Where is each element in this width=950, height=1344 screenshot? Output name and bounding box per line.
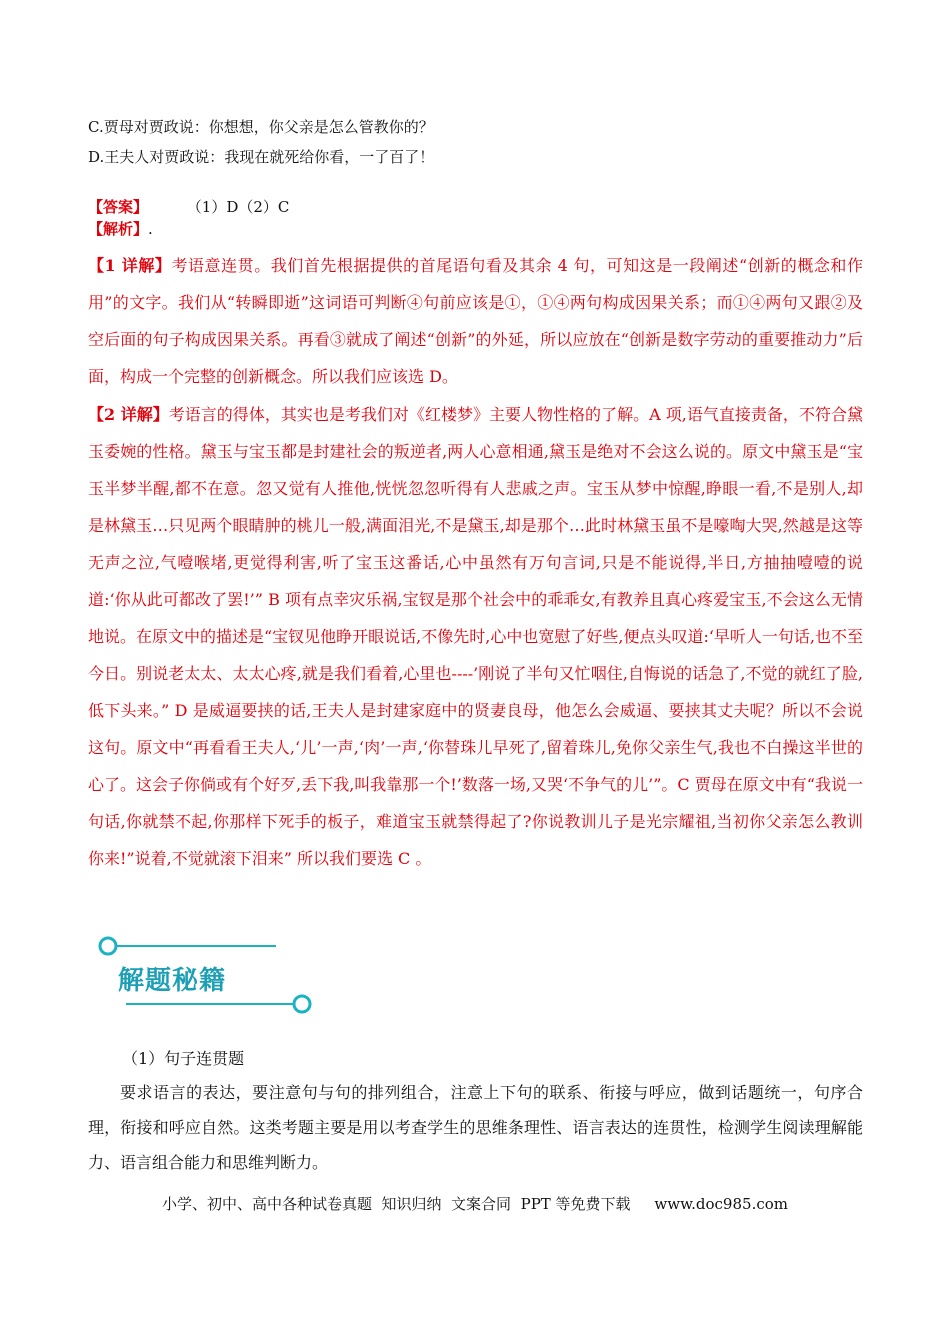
detail-1-text: 考语意连贯。我们首先根据提供的首尾语句看及其余 4 句，可知这是一段阐述“创新的概念和作用”的文字。我们从“转瞬即逝”这词语可判断④句前应该是①，①④两句构成因果关系；而①④两句又跟②及空后面的句子构成因果关系。再看③就成了阐述“创新”的外延，所以应放在“创新是数字劳动的重要推动力”后面，构成一个完整的创新概念。所以我们应该选 D。 xyxy=(88,256,863,386)
detail-2-label: 【2 详解】 xyxy=(88,405,169,424)
analysis-label: 【解析】 xyxy=(88,220,149,238)
answer-row xyxy=(88,196,289,217)
detail-1-label: 【1 详解】 xyxy=(88,256,172,275)
footer: 小学、初中、高中各种试卷真题 知识归纳 文案合同 PPT 等免费下载 www.doc985.com xyxy=(161,1195,788,1213)
option-d: D.王夫人对贾政说：我现在就死给你看，一了百了！ xyxy=(88,148,435,166)
analysis-suffix: . xyxy=(148,220,153,238)
detail-1 xyxy=(88,247,863,395)
tips-banner xyxy=(96,932,326,1024)
banner-circle-left xyxy=(100,938,116,954)
answer-label: 【答案】 xyxy=(88,198,149,216)
detail-2 xyxy=(88,396,863,877)
answer-value: （1）D（2）C xyxy=(186,198,290,216)
option-c: C.贾母对贾政说：你想想，你父亲是怎么管教你的？ xyxy=(88,118,434,136)
tips-heading: （1）句子连贯题 xyxy=(122,1049,245,1068)
detail-2-text: 考语言的得体，其实也是考我们对《红楼梦》主要人物性格的了解。A 项,语气直接责备，不符合黛玉委婉的性格。黛玉与宝玉都是封建社会的叛逆者,两人心意相通,黛玉是绝对不会这么说的。原文中黛玉是“宝玉半梦半醒,都不在意。忽又觉有人推他,恍恍忽忽听得有人悲戚之声。宝玉从梦中惊醒,睁眼一看,不是别人,却是林黛玉…只见两个眼睛肿的桃儿一般,满面泪光,不是黛玉,却是那个…此时林黛玉虽不是嚎啕大哭,然越是这等无声之泣,气噎喉堵,更觉得利害,听了宝玉这番话,心中虽然有万句言词,只是不能说得,半日,方抽抽噎噎的说道:‘你从此可都改了罢!’” B 项有点幸灾乐祸,宝钗是那个社会中的乖乖女,有教养且真心疼爱宝玉,不会这么无情地说。在原文中的描述是“宝钗见他睁开眼说话,不像先时,心中也宽慰了好些,便点头叹道:‘早听人一句话,也不至今日。别说老太太、太太心疼,就是我们看着,心里也----’刚说了半句又忙咽住,自悔说的话急了,不觉的就红了脸,低下头来。” D 是威逼要挟的话,王夫人是封建家庭中的贤妻良母，他怎么会威逼、要挟其丈夫呢？所以不会说这句。原文中“再看看王夫人,‘儿’一声,‘肉’一声,‘你替珠儿早死了,留着珠儿,免你父亲生气,我也不白操这半世的心了。这会子你倘或有个好歹,丢下我,叫我靠那一个!’数落一场,又哭‘不争气的儿’”。C 贾母在原文中有“我说一句话,你就禁不起,你那样下死手的板子，难道宝玉就禁得起了?你说教训儿子是光宗耀祖,当初你父亲怎么教训你来!”说着,不觉就滚下泪来” 所以我们要选 C 。 xyxy=(88,405,864,868)
tips-body: 要求语言的表达，要注意句与句的排列组合，注意上下句的联系、衔接与呼应，做到话题统一，句序合理，衔接和呼应自然。这类考题主要是用以考查学生的思维条理性、语言表达的连贯性，检测学生阅读理解能力、语言组合能力和思维判断力。 xyxy=(88,1083,863,1172)
banner-title: 解题秘籍 xyxy=(118,966,227,996)
banner-circle-right xyxy=(294,996,310,1012)
analysis-row xyxy=(88,218,153,239)
